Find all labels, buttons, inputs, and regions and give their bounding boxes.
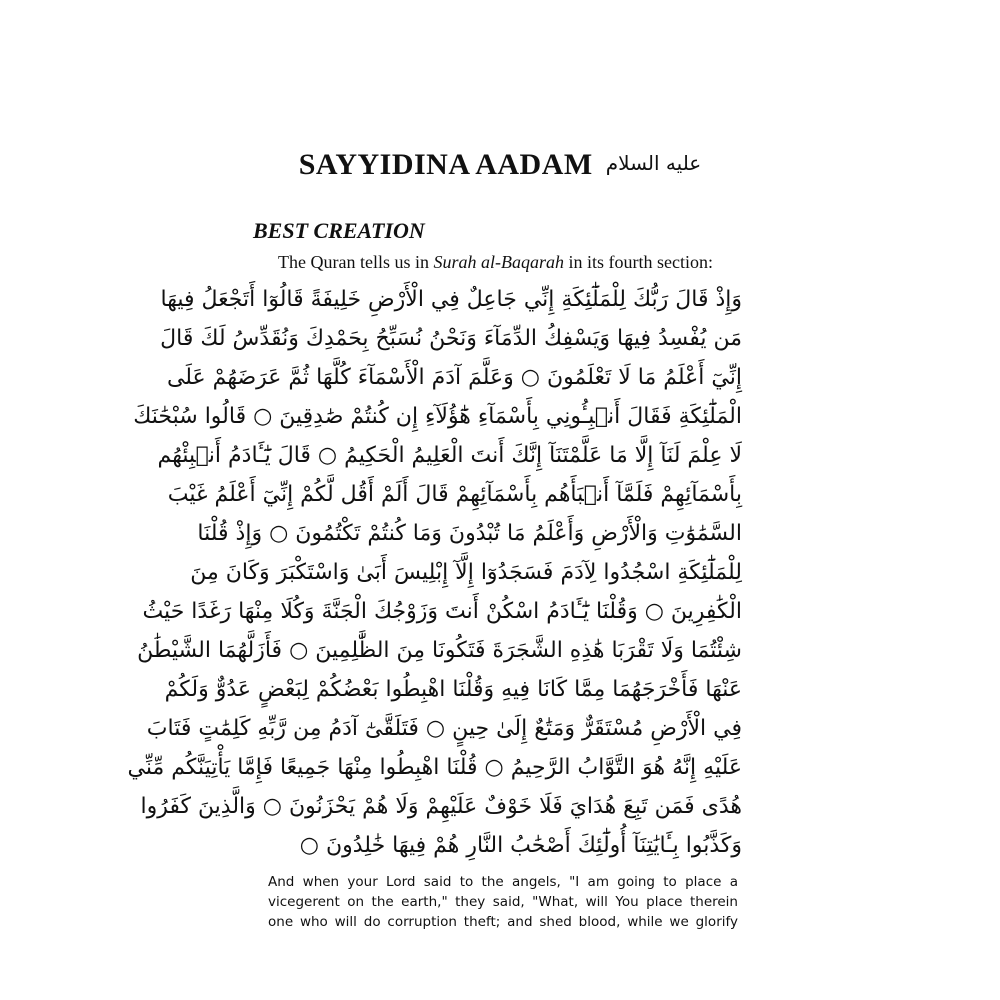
- arabic-line: لِلْمَلَٰٓئِكَةِ اسْجُدُوا لِآدَمَ فَسَجَدُوٓا إِلَّآ إِبْلِيسَ أَبَىٰ وَاسْتَكْبَرَ وَكَانَ مِنَ: [190, 560, 742, 585]
- arabic-line: إِنِّيٓ أَعْلَمُ مَا لَا تَعْلَمُونَ ○ وَعَلَّمَ آدَمَ الْأَسْمَآءَ كُلَّهَا ثُمَّ عَرَضَهُمْ عَلَى: [166, 365, 742, 390]
- intro-prefix: The Quran tells us in: [278, 252, 434, 272]
- intro-line: [278, 252, 713, 273]
- translation-line: vicegerent on the earth," they said, "What, will You place therein: [268, 894, 738, 910]
- section-heading: BEST CREATION: [253, 218, 425, 243]
- chapter-title: SAYYIDINA AADAM: [298, 148, 593, 181]
- intro-suffix: in its fourth section:: [563, 252, 713, 272]
- arabic-line: عَنْهَا فَأَخْرَجَهُمَا مِمَّا كَانَا فِيهِ وَقُلْنَا اهْبِطُوا بَعْضُكُمْ لِبَعْضٍ عَدُوٌّ وَلَكُمْ: [164, 677, 742, 702]
- arabic-line: لَا عِلْمَ لَنَآ إِلَّا مَا عَلَّمْتَنَآ إِنَّكَ أَنتَ الْعَلِيمُ الْحَكِيمُ ○ قَالَ يَٰٓـَٔادَمُ أَنۢبِئْهُم: [157, 443, 742, 468]
- translation-line: And when your Lord said to the angels, "I am going to place a: [268, 874, 738, 890]
- surah-name: Surah al-Baqarah: [433, 252, 564, 272]
- translation-line: one who will do corruption theft; and shed blood, while we glorify: [268, 914, 738, 930]
- arabic-line: بِأَسْمَآئِهِمْ فَلَمَّآ أَنۢبَأَهُم بِأَسْمَآئِهِمْ قَالَ أَلَمْ أَقُل لَّكُمْ إِنِّيٓ أَعْلَمُ غَيْبَ: [167, 482, 742, 507]
- arabic-line: السَّمَٰوَٰتِ وَالْأَرْضِ وَأَعْلَمُ مَا تُبْدُونَ وَمَا كُنتُمْ تَكْتُمُونَ ○ وَإِذْ قُلْنَا: [197, 521, 742, 546]
- arabic-line: مَن يُفْسِدُ فِيهَا وَيَسْفِكُ الدِّمَآءَ وَنَحْنُ نُسَبِّحُ بِحَمْدِكَ وَنُقَدِّسُ لَكَ قَالَ: [160, 326, 742, 351]
- arabic-verse-block: [127, 280, 742, 865]
- translation-paragraph: [268, 872, 738, 932]
- arabic-line: فِي الْأَرْضِ مُسْتَقَرٌّ وَمَتَٰعٌ إِلَىٰ حِينٍ ○ فَتَلَقَّىٰٓ آدَمُ مِن رَّبِّهِ كَلِمَٰتٍ فَتَابَ: [146, 716, 742, 741]
- arabic-line: وَكَذَّبُوا بِـَٔايَٰتِنَآ أُولَٰٓئِكَ أَصْحَٰبُ النَّارِ هُمْ فِيهَا خَٰلِدُونَ ○: [299, 833, 742, 858]
- arabic-line: شِئْتُمَا وَلَا تَقْرَبَا هَٰذِهِ الشَّجَرَةَ فَتَكُونَا مِنَ الظَّٰلِمِينَ ○ فَأَزَلَّهُمَا الشَّيْطَٰنُ: [137, 638, 742, 663]
- chapter-title-row: [0, 148, 1000, 182]
- arabic-line: الْكَٰفِرِينَ ○ وَقُلْنَا يَٰٓـَٔادَمُ اسْكُنْ أَنتَ وَزَوْجُكَ الْجَنَّةَ وَكُلَا مِنْهَا رَغَدًا حَيْثُ: [142, 599, 742, 624]
- arabic-line: هُدًى فَمَن تَبِعَ هُدَايَ فَلَا خَوْفٌ عَلَيْهِمْ وَلَا هُمْ يَحْزَنُونَ ○ وَالَّذِينَ كَفَرُوا: [140, 794, 742, 819]
- honorific-calligraphy: عليه السلام: [605, 151, 702, 175]
- arabic-line: عَلَيْهِ إِنَّهُ هُوَ التَّوَّابُ الرَّحِيمُ ○ قُلْنَا اهْبِطُوا مِنْهَا جَمِيعًا فَإِمَّا يَأْتِيَنَّكُم مِّنِّي: [127, 755, 742, 780]
- arabic-line: الْمَلَٰٓئِكَةِ فَقَالَ أَنۢبِـُٔونِي بِأَسْمَآءِ هَٰٓؤُلَآءِ إِن كُنتُمْ صَٰدِقِينَ ○ قَالُوا سُبْحَٰنَكَ: [133, 404, 742, 429]
- arabic-line: وَإِذْ قَالَ رَبُّكَ لِلْمَلَٰٓئِكَةِ إِنِّي جَاعِلٌ فِي الْأَرْضِ خَلِيفَةً قَالُوٓا أَتَجْعَلُ فِيهَا: [160, 287, 742, 312]
